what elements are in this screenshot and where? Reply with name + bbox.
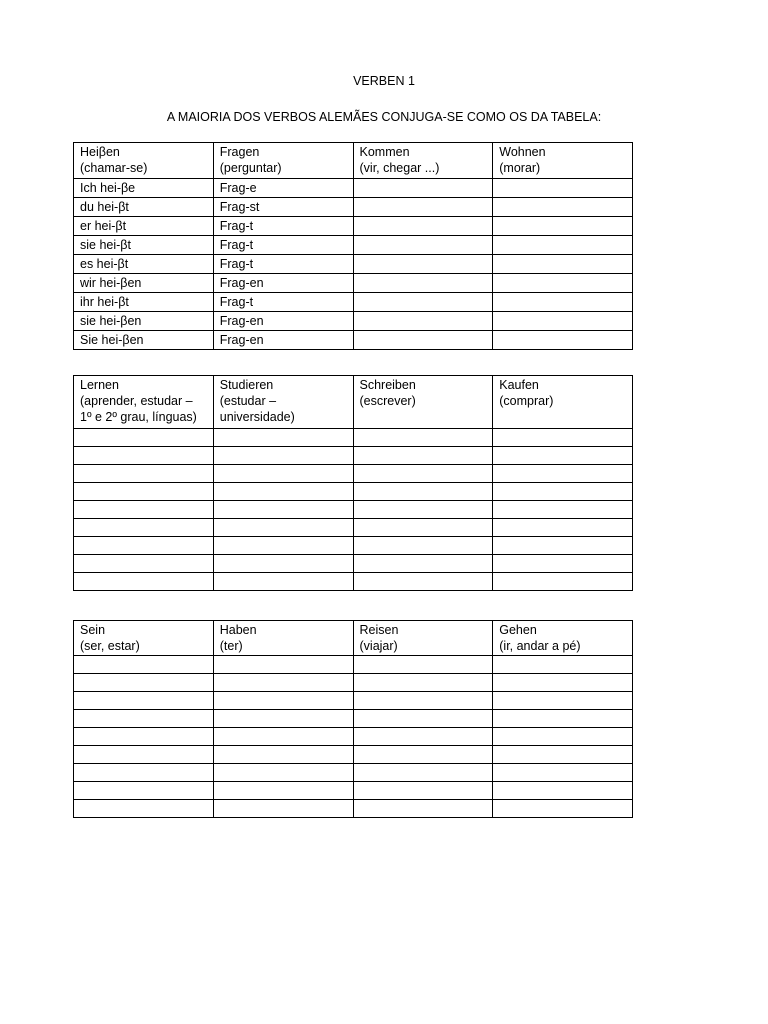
table-row xyxy=(74,447,633,465)
table-cell xyxy=(213,537,353,555)
table-cell: Frag-st xyxy=(213,198,353,217)
table-cell xyxy=(353,782,493,800)
table-cell xyxy=(353,255,493,274)
table-cell xyxy=(353,217,493,236)
table-cell xyxy=(213,519,353,537)
header-cell-schreiben xyxy=(353,376,493,429)
table-cell: sie hei-βen xyxy=(74,312,214,331)
table-cell xyxy=(353,198,493,217)
header-verb: Reisen xyxy=(359,623,399,637)
header-meaning: (ir, andar a pé) xyxy=(499,639,581,653)
header-cell-wohnen xyxy=(493,143,633,179)
table-row xyxy=(74,312,633,331)
conjugation-table-1 xyxy=(73,142,633,350)
table-cell xyxy=(213,746,353,764)
header-verb: Schreiben xyxy=(359,378,416,392)
table-row xyxy=(74,746,633,764)
header-meaning-line: (escrever) xyxy=(359,394,416,408)
table-cell xyxy=(213,483,353,501)
table-row xyxy=(74,656,633,674)
table-cell xyxy=(493,274,633,293)
table-cell xyxy=(493,519,633,537)
table-cell xyxy=(74,746,214,764)
table-cell xyxy=(353,710,493,728)
header-cell-gehen xyxy=(493,621,633,656)
table-cell xyxy=(74,555,214,573)
table-cell xyxy=(353,236,493,255)
table-cell xyxy=(353,537,493,555)
table-cell xyxy=(493,501,633,519)
table-cell xyxy=(493,728,633,746)
table-cell xyxy=(493,483,633,501)
table-cell: Frag-t xyxy=(213,236,353,255)
table-cell xyxy=(493,710,633,728)
table-cell xyxy=(74,465,214,483)
table-cell xyxy=(493,312,633,331)
table-cell xyxy=(353,429,493,447)
table-cell xyxy=(493,293,633,312)
table-cell: Frag-e xyxy=(213,179,353,198)
table-cell xyxy=(353,465,493,483)
table-cell xyxy=(493,198,633,217)
table-cell xyxy=(213,555,353,573)
table-cell xyxy=(493,236,633,255)
table-cell xyxy=(493,447,633,465)
header-verb: Lernen xyxy=(80,378,119,392)
table-cell xyxy=(493,573,633,591)
header-verb: Kommen xyxy=(359,145,410,159)
header-cell-kaufen xyxy=(493,376,633,429)
header-cell-reisen xyxy=(353,621,493,656)
table-cell xyxy=(353,331,493,350)
table-cell xyxy=(353,447,493,465)
table-cell xyxy=(353,293,493,312)
table-cell xyxy=(353,573,493,591)
table-cell xyxy=(74,573,214,591)
table-cell xyxy=(74,800,214,818)
table-cell xyxy=(213,573,353,591)
table-cell xyxy=(493,746,633,764)
conjugation-table-2 xyxy=(73,375,633,591)
table-cell: Sie hei-βen xyxy=(74,331,214,350)
table-row xyxy=(74,198,633,217)
header-meaning-line: (estudar – xyxy=(219,394,277,408)
table-cell: Ich hei-βe xyxy=(74,179,214,198)
table-row xyxy=(74,501,633,519)
header-meaning: (ter) xyxy=(219,639,243,653)
table-cell: Frag-en xyxy=(213,274,353,293)
header-cell-haben xyxy=(213,621,353,656)
header-meaning: (morar) xyxy=(499,161,541,175)
header-verb: Sein xyxy=(80,623,106,637)
table-cell xyxy=(213,501,353,519)
table-cell xyxy=(353,764,493,782)
table-cell xyxy=(353,674,493,692)
table-cell xyxy=(74,483,214,501)
header-verb: Studieren xyxy=(219,378,274,392)
table-row xyxy=(74,429,633,447)
conjugation-table-3 xyxy=(73,620,633,818)
table-row xyxy=(74,483,633,501)
table-cell xyxy=(74,537,214,555)
header-cell-fragen xyxy=(213,143,353,179)
table-cell xyxy=(74,710,214,728)
table-cell xyxy=(213,800,353,818)
table-row xyxy=(74,255,633,274)
table-cell xyxy=(493,429,633,447)
table-cell xyxy=(74,674,214,692)
table-cell xyxy=(353,746,493,764)
header-cell-studieren xyxy=(213,376,353,429)
table-cell: sie hei-βt xyxy=(74,236,214,255)
table-cell xyxy=(74,782,214,800)
header-meaning: (ser, estar) xyxy=(80,639,140,653)
table-cell xyxy=(353,692,493,710)
header-meaning: (vir, chegar ...) xyxy=(359,161,440,175)
header-cell-heissen xyxy=(74,143,214,179)
table-row xyxy=(74,331,633,350)
table-row xyxy=(74,555,633,573)
header-cell-kommen xyxy=(353,143,493,179)
table-cell: Frag-t xyxy=(213,293,353,312)
table-row xyxy=(74,674,633,692)
table-cell xyxy=(213,728,353,746)
table-header-row xyxy=(74,143,633,179)
table-cell xyxy=(353,656,493,674)
table-row xyxy=(74,764,633,782)
table-cell xyxy=(493,656,633,674)
document-subtitle: A MAIORIA DOS VERBOS ALEMÃES CONJUGA-SE COMO OS DA TABELA: xyxy=(166,110,602,124)
table-cell xyxy=(74,764,214,782)
table-cell xyxy=(493,692,633,710)
document-title: VERBEN 1 xyxy=(353,74,415,88)
table-row xyxy=(74,236,633,255)
table-cell xyxy=(493,674,633,692)
table-cell: es hei-βt xyxy=(74,255,214,274)
header-meaning-line: universidade) xyxy=(219,410,295,424)
table-cell xyxy=(353,312,493,331)
table-cell xyxy=(74,728,214,746)
table-header-row xyxy=(74,621,633,656)
header-meaning: (perguntar) xyxy=(219,161,282,175)
table-row xyxy=(74,179,633,198)
table-cell xyxy=(353,274,493,293)
table-row xyxy=(74,465,633,483)
header-meaning: (chamar-se) xyxy=(80,161,148,175)
table-cell xyxy=(74,501,214,519)
table-cell: Frag-en xyxy=(213,312,353,331)
header-cell-lernen xyxy=(74,376,214,429)
table-cell xyxy=(213,764,353,782)
header-verb: Haben xyxy=(219,623,257,637)
table-row xyxy=(74,692,633,710)
table-cell xyxy=(353,555,493,573)
table-cell xyxy=(213,465,353,483)
table-cell xyxy=(493,782,633,800)
header-verb: Fragen xyxy=(219,145,260,159)
table-cell xyxy=(213,674,353,692)
table-cell xyxy=(353,179,493,198)
header-verb: Gehen xyxy=(499,623,537,637)
table-cell xyxy=(493,179,633,198)
table-cell xyxy=(213,710,353,728)
header-cell-sein xyxy=(74,621,214,656)
table-row xyxy=(74,800,633,818)
table-row xyxy=(74,710,633,728)
table-row xyxy=(74,782,633,800)
table-cell: wir hei-βen xyxy=(74,274,214,293)
table-row xyxy=(74,537,633,555)
header-meaning: (viajar) xyxy=(359,639,398,653)
table-cell xyxy=(493,331,633,350)
table-cell xyxy=(353,728,493,746)
table-cell xyxy=(493,217,633,236)
table-cell: Frag-t xyxy=(213,217,353,236)
table-row xyxy=(74,728,633,746)
table-cell: Frag-en xyxy=(213,331,353,350)
table-cell xyxy=(353,800,493,818)
table-cell: du hei-βt xyxy=(74,198,214,217)
header-meaning-line: (comprar) xyxy=(499,394,554,408)
table-cell xyxy=(353,483,493,501)
table-cell xyxy=(74,447,214,465)
table-row xyxy=(74,293,633,312)
table-cell xyxy=(493,465,633,483)
table-cell xyxy=(353,501,493,519)
table-row xyxy=(74,573,633,591)
table-cell xyxy=(353,519,493,537)
table-cell xyxy=(74,519,214,537)
table-cell: er hei-βt xyxy=(74,217,214,236)
header-meaning-line: 1º e 2º grau, línguas) xyxy=(80,410,197,424)
table-cell: Frag-t xyxy=(213,255,353,274)
table-cell xyxy=(213,447,353,465)
table-header-row xyxy=(74,376,633,429)
table-cell xyxy=(213,656,353,674)
table-cell xyxy=(493,555,633,573)
header-verb: Heiβen xyxy=(80,145,120,159)
table-cell xyxy=(213,692,353,710)
table-cell xyxy=(74,656,214,674)
table-cell xyxy=(493,537,633,555)
table-row xyxy=(74,274,633,293)
table-cell xyxy=(213,782,353,800)
header-meaning-line: (aprender, estudar – xyxy=(80,394,193,408)
table-cell: ihr hei-βt xyxy=(74,293,214,312)
table-row xyxy=(74,217,633,236)
table-cell xyxy=(493,800,633,818)
table-cell xyxy=(493,764,633,782)
table-cell xyxy=(74,692,214,710)
header-verb: Wohnen xyxy=(499,145,546,159)
table-row xyxy=(74,519,633,537)
header-verb: Kaufen xyxy=(499,378,539,392)
table-cell xyxy=(213,429,353,447)
table-cell xyxy=(493,255,633,274)
table-cell xyxy=(74,429,214,447)
